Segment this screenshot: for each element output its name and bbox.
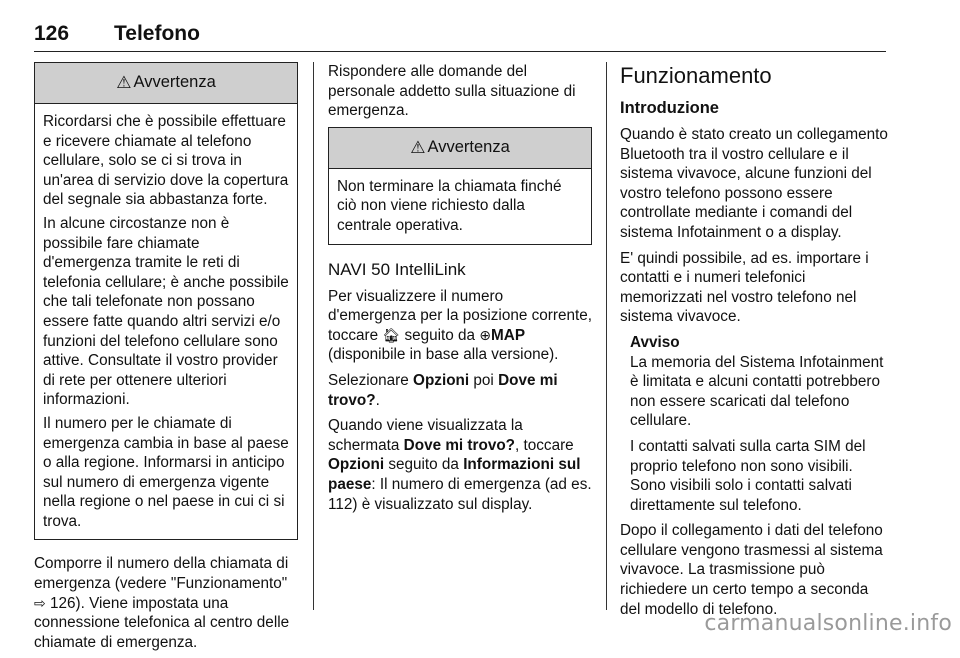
- warning-box: [328, 127, 592, 245]
- body-paragraph: Per visualizzere il numero d'emergenza per la posizione corrente, toccare 🏠︎ seguito da ⊕MAP (disponibile in base alla versione).: [328, 287, 592, 364]
- warning-box: [34, 62, 298, 540]
- column-right: [620, 62, 888, 625]
- warning-paragraph: In alcune circostanze non è possibile fare chiamate d'emergenza tramite le reti di telefonia cellulare; è anche possibile che tali telefonate non possano essere fatte quando altri servizi e/o funzioni del telefono cellulare sono attive. Consultate il vostro provider di rete per ottenere ulteriori informazioni.: [43, 214, 289, 409]
- body-paragraph: Quando è stato creato un collegamento Bluetooth tra il vostro cellulare e il sistema vivavoce, alcune funzioni del vostro telefono possono essere controllate mediante i comandi del sistema Infotainment o a display.: [620, 126, 888, 241]
- subheading: NAVI 50 IntelliLink: [328, 259, 466, 279]
- page-title: Telefono: [114, 22, 200, 45]
- warning-title: Avvertenza: [427, 137, 510, 156]
- map-icon: ⊕: [479, 326, 492, 343]
- warning-header: [329, 128, 591, 169]
- watermark: carmanualsonline.info: [704, 611, 952, 636]
- warning-triangle-icon: ⚠: [116, 73, 132, 93]
- warning-paragraph: Il numero per le chiamate di emergenza cambia in base al paese o alla regione. Informarsi in anticipo sul numero di emergenza vigente nella regione o nel paese in cui ci si trova.: [43, 414, 289, 530]
- header-rule: [34, 51, 886, 52]
- note-paragraph: I contatti salvati sulla carta SIM del proprio telefono non sono visibili. Sono visibili solo i contatti salvati direttamente sul telefono.: [630, 437, 866, 514]
- warning-body: [329, 169, 591, 244]
- subsection-title: Introduzione: [620, 99, 719, 117]
- warning-title: Avvertenza: [133, 73, 216, 92]
- warning-paragraph: Ricordarsi che è possibile effettuare e ricevere chiamate al telefono cellulare, solo se ci si trova in un'area di servizio dove la copertura del segnale sia abbastanza forte.: [43, 113, 289, 209]
- note-title: Avviso: [630, 333, 680, 351]
- warning-paragraph: Non terminare la chiamata finché ciò non viene richiesto dalla centrale operativa.: [337, 177, 562, 234]
- warning-triangle-icon: ⚠: [410, 137, 426, 157]
- warning-header: [35, 63, 297, 104]
- page-number: 126: [34, 22, 70, 45]
- body-paragraph: Quando viene visualizzata la schermata Dove mi trovo?, toccare Opzioni seguito da Informazioni sul paese: Il numero di emergenza (ad es. 112) è visualizzato sul display.: [328, 417, 592, 513]
- body-paragraph: Dopo il collegamento i dati del telefono cellulare vengono trasmessi al sistema vivavoce. La trasmissione può richiedere un certo tempo a seconda del modello di telefono.: [620, 522, 883, 618]
- column-divider: [606, 62, 607, 610]
- section-title: Funzionamento: [620, 63, 772, 88]
- column-left: [34, 62, 298, 658]
- column-divider: [313, 62, 314, 610]
- page-header: [34, 22, 886, 50]
- note-box: [620, 333, 888, 515]
- body-paragraph: Selezionare Opzioni poi Dove mi trovo?.: [328, 371, 558, 409]
- body-paragraph: E' quindi possibile, ad es. importare i contatti e i numeri telefonici memorizzati nel vostro telefono nel sistema vivavoce.: [620, 249, 869, 326]
- note-paragraph: La memoria del Sistema Infotainment è limitata e alcuni contatti potrebbero non essere scaricati dal telefono cellulare.: [630, 353, 884, 430]
- warning-body: [35, 104, 297, 539]
- body-paragraph: Comporre il numero della chiamata di emergenza (vedere "Funzionamento" ⇨ 126). Viene impostata una connessione telefonica al centro delle chiamate di emergenza.: [34, 555, 290, 651]
- arrow-reference-icon[interactable]: ⇨: [34, 594, 46, 611]
- column-middle: [328, 62, 592, 520]
- body-paragraph: Rispondere alle domande del personale addetto sulla situazione di emergenza.: [328, 63, 576, 120]
- home-icon: 🏠︎: [382, 326, 401, 343]
